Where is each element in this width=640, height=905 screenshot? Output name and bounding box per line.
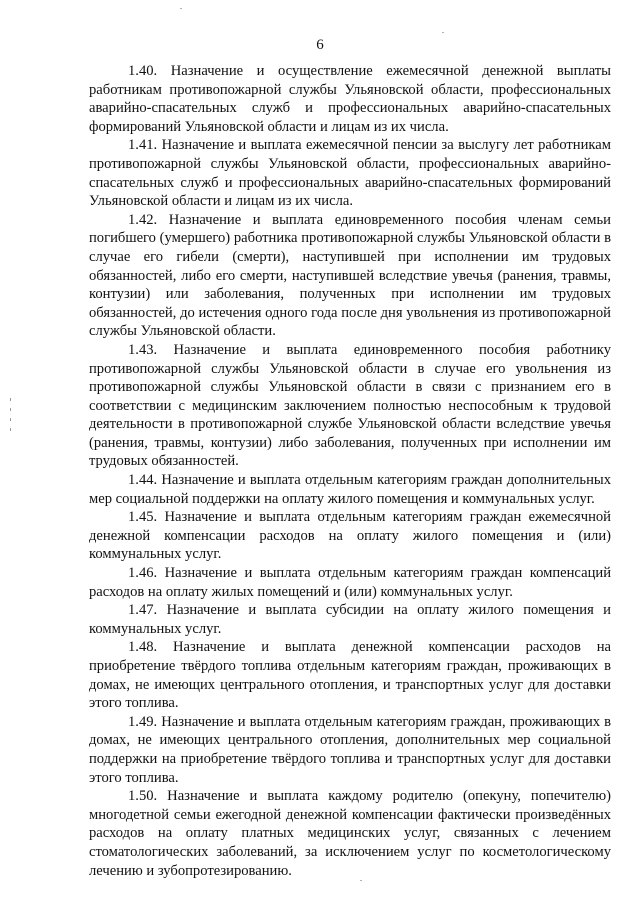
- scan-artifact: [442, 32, 444, 33]
- paragraph-1-50: 1.50. Назначение и выплата каждому родителю (опекуну, попечителю) многодетной семьи ежегодной денежной компенсации фактически произведённых расходов на оплату платных медицинских услуг, связанных с лечением стоматологических заболеваний, за исключением услуг по косметологическому лечению и зубопротезированию.: [89, 788, 611, 879]
- document-body: [89, 62, 611, 880]
- paragraph-1-41: 1.41. Назначение и выплата ежемесячной пенсии за выслугу лет работникам противопожарной службы Ульяновской области, профессиональных аварийно-спасательных служб и профессиональных аварийно-спасательных формирований Ульяновской области и лицам из их числа.: [89, 137, 611, 210]
- paragraph-1-43: 1.43. Назначение и выплата единовременного пособия работнику противопожарной службы Ульяновской области в случае его увольнения из противопожарной службы Ульяновской области в связи с признанием его в соответствии с медицинским заключением полностью неспособным к трудовой деятельности в противопожарной службе Ульяновской области вследствие увечья (ранения, травмы, контузии) либо заболевания, полученных при исполнении им трудовых обязанностей.: [89, 341, 611, 470]
- scan-artifact: [360, 880, 362, 881]
- paragraph-1-46: 1.46. Назначение и выплата отдельным категориям граждан компенсаций расходов на оплату жилых помещений и (или) коммунальных услуг.: [89, 565, 611, 600]
- margin-tick: [10, 428, 11, 431]
- paragraph-1-48: 1.48. Назначение и выплата денежной компенсации расходов на приобретение твёрдого топлива отдельным категориям граждан, проживающих в домах, не имеющих центрального отопления, и транспортных услуг для доставки этого топлива.: [89, 639, 611, 712]
- paragraph-1-45: 1.45. Назначение и выплата отдельным категориям граждан ежемесячной денежной компенсации расходов на оплату жилого помещения и (или) коммунальных услуг.: [89, 509, 611, 563]
- paragraph-1-44: 1.44. Назначение и выплата отдельным категориям граждан дополнительных мер социальной поддержки на оплату жилого помещения и коммунальных услуг.: [89, 472, 611, 507]
- page-number: 6: [316, 37, 324, 53]
- paragraph-1-42: 1.42. Назначение и выплата единовременного пособия членам семьи погибшего (умершего) работника противопожарной службы Ульяновской области в случае его гибели (смерти), наступившей при исполнении им трудовых обязанностей, либо его смерти, наступившей вследствие увечья (ранения, травмы, контузии) или заболевания, полученных при исполнении им трудовых обязанностей, до истечения одного года после дня увольнения из противопожарной службы Ульяновской области.: [89, 211, 611, 340]
- binding-margin-marks: [10, 398, 12, 438]
- paragraph-1-40: 1.40. Назначение и осуществление ежемесячной денежной выплаты работникам противопожарной службы Ульяновской области, профессиональных аварийно-спасательных служб и профессиональных аварийно-спасательных формирований Ульяновской области и лицам из их числа.: [89, 63, 611, 135]
- margin-tick: [10, 398, 11, 401]
- paragraph-1-49: 1.49. Назначение и выплата отдельным категориям граждан, проживающих в домах, не имеющих центрального отопления, дополнительных мер социальной поддержки на приобретение твёрдого топлива и транспортных услуг для доставки этого топлива.: [89, 713, 611, 786]
- paragraph-1-47: 1.47. Назначение и выплата субсидии на оплату жилого помещения и коммунальных услуг.: [89, 602, 611, 637]
- scan-artifact: [180, 8, 182, 9]
- margin-tick: [10, 408, 11, 411]
- margin-tick: [10, 418, 11, 421]
